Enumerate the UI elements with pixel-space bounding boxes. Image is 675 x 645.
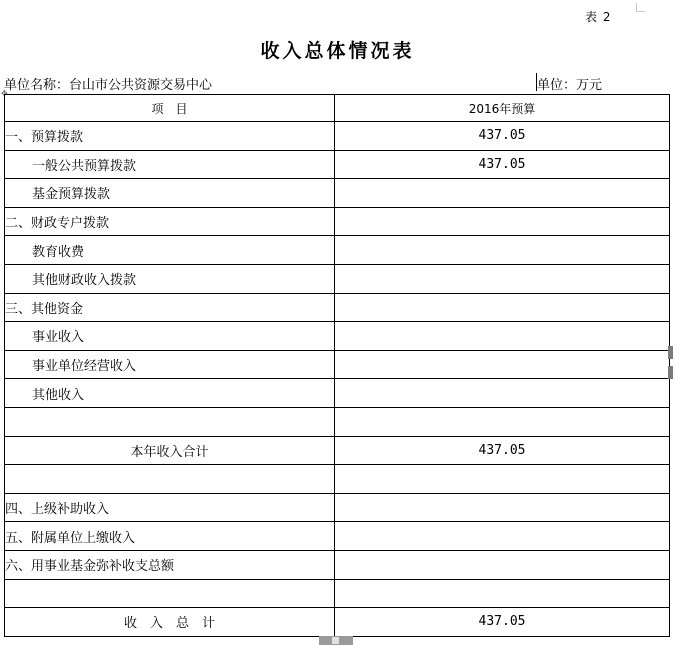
row-item-cell[interactable]: 教育收费 <box>5 236 335 265</box>
table-row <box>5 465 670 494</box>
table-row <box>5 293 670 322</box>
header-item-cell[interactable]: 项 目 <box>5 95 335 122</box>
row-value-cell[interactable]: 437.05 <box>335 150 670 179</box>
row-item-cell[interactable] <box>5 407 335 436</box>
table-row <box>5 436 670 465</box>
resize-handle[interactable] <box>668 346 673 359</box>
row-item-cell[interactable]: 其他收入 <box>5 379 335 408</box>
row-item-cell[interactable] <box>5 465 335 494</box>
row-item-cell[interactable]: 二、财政专户拨款 <box>5 207 335 236</box>
unit-name-label: 单位名称：台山市公共资源交易中心 <box>4 78 213 93</box>
row-item-cell[interactable]: 三、其他资金 <box>5 293 335 322</box>
table-row <box>5 493 670 522</box>
table-row <box>5 550 670 579</box>
table-row <box>5 379 670 408</box>
row-value-cell[interactable] <box>335 350 670 379</box>
row-value-cell[interactable] <box>335 522 670 551</box>
table-row <box>5 207 670 236</box>
row-item-cell[interactable]: 一、预算拨款 <box>5 122 335 151</box>
row-item-cell[interactable]: 一般公共预算拨款 <box>5 150 335 179</box>
row-value-cell[interactable]: 437.05 <box>335 608 670 637</box>
table-row <box>5 579 670 608</box>
row-value-cell[interactable] <box>335 579 670 608</box>
table-row <box>5 150 670 179</box>
row-value-cell[interactable] <box>335 207 670 236</box>
page-corner-mark <box>636 3 645 12</box>
row-value-cell[interactable] <box>335 179 670 208</box>
table-row <box>5 236 670 265</box>
income-summary-table <box>4 94 670 637</box>
table-row <box>5 522 670 551</box>
resize-handle[interactable] <box>668 366 673 379</box>
table-row <box>5 350 670 379</box>
row-value-cell[interactable] <box>335 465 670 494</box>
row-item-cell[interactable]: 收 入 总 计 <box>5 608 335 637</box>
row-value-cell[interactable] <box>335 550 670 579</box>
row-item-cell[interactable]: 四、上级补助收入 <box>5 493 335 522</box>
row-value-cell[interactable] <box>335 293 670 322</box>
page-title: 收入总体情况表 <box>260 40 415 62</box>
row-value-cell[interactable]: 437.05 <box>335 122 670 151</box>
row-value-cell[interactable] <box>335 264 670 293</box>
row-value-cell[interactable] <box>335 322 670 351</box>
sheet-label: 表 2 <box>585 10 612 24</box>
row-value-cell[interactable]: 437.05 <box>335 436 670 465</box>
row-value-cell[interactable] <box>335 493 670 522</box>
row-item-cell[interactable]: 事业收入 <box>5 322 335 351</box>
table-row <box>5 264 670 293</box>
table-row <box>5 122 670 151</box>
table-header-row <box>5 95 670 122</box>
table-row <box>5 407 670 436</box>
row-value-cell[interactable] <box>335 379 670 408</box>
table-row <box>5 608 670 637</box>
row-item-cell[interactable]: 本年收入合计 <box>5 436 335 465</box>
row-item-cell[interactable] <box>5 579 335 608</box>
row-item-cell[interactable]: 基金预算拨款 <box>5 179 335 208</box>
row-item-cell[interactable]: 六、用事业基金弥补收支总额 <box>5 550 335 579</box>
table-resize-handle[interactable] <box>319 636 353 645</box>
row-item-cell[interactable]: 事业单位经营收入 <box>5 350 335 379</box>
row-item-cell[interactable]: 五、附属单位上缴收入 <box>5 522 335 551</box>
row-value-cell[interactable] <box>335 236 670 265</box>
header-value-cell[interactable]: 2016年预算 <box>335 95 670 122</box>
table-anchor-icon[interactable]: ✥ <box>1 89 8 98</box>
unit-measure-label: 单位：万元 <box>537 78 603 93</box>
row-item-cell[interactable]: 其他财政收入拨款 <box>5 264 335 293</box>
table-row <box>5 179 670 208</box>
row-value-cell[interactable] <box>335 407 670 436</box>
table-row <box>5 322 670 351</box>
